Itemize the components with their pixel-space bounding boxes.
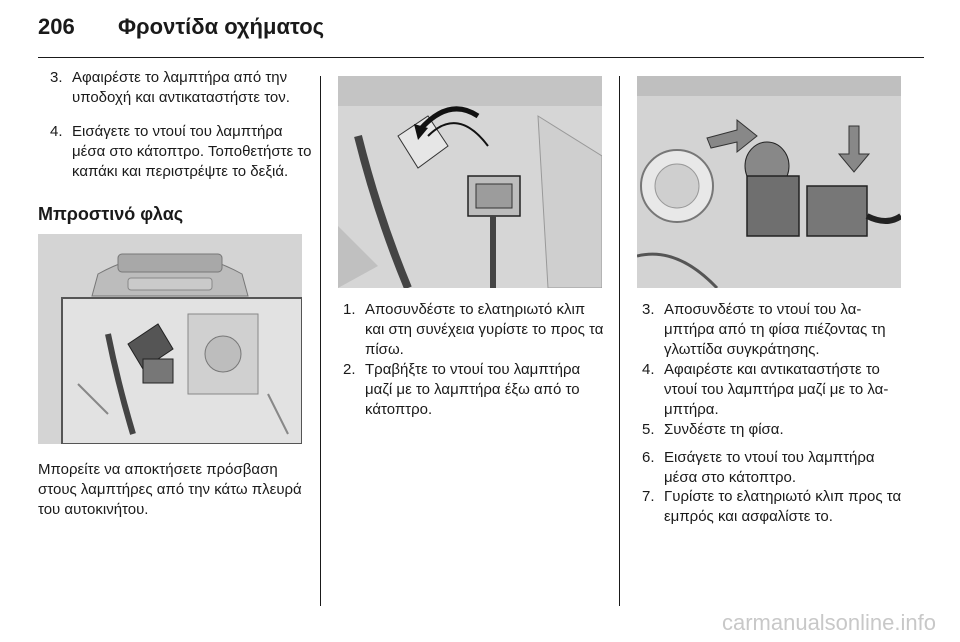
step-text: Γυρίστε το ελατηριωτό κλιπ προς τα εμπρός και ασφαλίστε το. — [664, 488, 902, 525]
illustration-spring-clip — [338, 76, 602, 288]
header-rule — [38, 57, 924, 58]
step-number: 7. — [642, 488, 655, 505]
step-number: 2. — [343, 361, 356, 378]
illustration-car-underside — [38, 234, 302, 444]
step-3-col1 — [50, 68, 318, 108]
figure-unclip-spring — [338, 76, 602, 288]
step-text: Αφαιρέστε το λαμπτήρα από την υποδοχή και αντικαταστήστε τον. — [72, 69, 290, 106]
step-number: 3. — [50, 69, 63, 86]
page-number: 206 — [38, 14, 75, 39]
step-number: 4. — [642, 361, 655, 378]
step-number: 1. — [343, 301, 356, 318]
step-number: 5. — [642, 421, 655, 438]
page-title: Φροντίδα οχήματος — [118, 14, 325, 39]
page-header — [38, 14, 324, 44]
step-5-col3 — [642, 420, 906, 440]
step-1-col2 — [343, 300, 605, 360]
column-divider-1 — [320, 76, 321, 606]
step-text: Αφαιρέστε και αντικαταστήστε το ντουί του λαμπτήρα μαζί με το λαμπτήρα. — [664, 361, 889, 418]
step-text: Εισάγετε το ντουί του λαμπτήρα μέσα στο κάτοπτρο. Τοποθετήστε το καπάκι και περιστρέψτε το δεξιά. — [72, 123, 312, 180]
step-text: Αποσυνδέστε το ντουί του λαμπτήρα από τη φίσα πιέζοντας τη γλωττίδα συγκράτησης. — [664, 301, 886, 358]
section-heading-front-indicator: Μπροστινό φλας — [38, 204, 184, 224]
step-4-col1 — [50, 122, 318, 182]
illustration-bulb-holder — [637, 76, 901, 288]
step-6-col3 — [642, 448, 906, 488]
column-divider-2 — [619, 76, 620, 606]
step-text: Τραβήξτε το ντουί του λαμπτήρα μαζί με το λαμπτήρα έξω από το κάτοπτρο. — [365, 361, 581, 418]
step-7-col3 — [642, 487, 906, 527]
step-text: Αποσυνδέστε το ελατηριωτό κλιπ και στη συνέχεια γυρίστε το προς τα πίσω. — [365, 301, 604, 358]
figure-front-indicator-access — [38, 234, 302, 444]
step-number: 3. — [642, 301, 655, 318]
step-text: Συνδέστε τη φίσα. — [664, 421, 784, 438]
paragraph-access-info: Μπορείτε να αποκτήσετε πρόσβαση στους λαμπτήρες από την κάτω πλευρά του αυτοκινήτου. — [38, 461, 302, 518]
figure-bulb-holder — [637, 76, 901, 288]
step-2-col2 — [343, 360, 605, 420]
watermark: carmanualsonline.info — [721, 610, 936, 635]
step-number: 6. — [642, 449, 655, 466]
step-text: Εισάγετε το ντουί του λαμπτήρα μέσα στο κάτοπτρο. — [664, 449, 875, 486]
step-number: 4. — [50, 123, 63, 140]
step-4-col3 — [642, 360, 906, 420]
step-3-col3 — [642, 300, 906, 360]
